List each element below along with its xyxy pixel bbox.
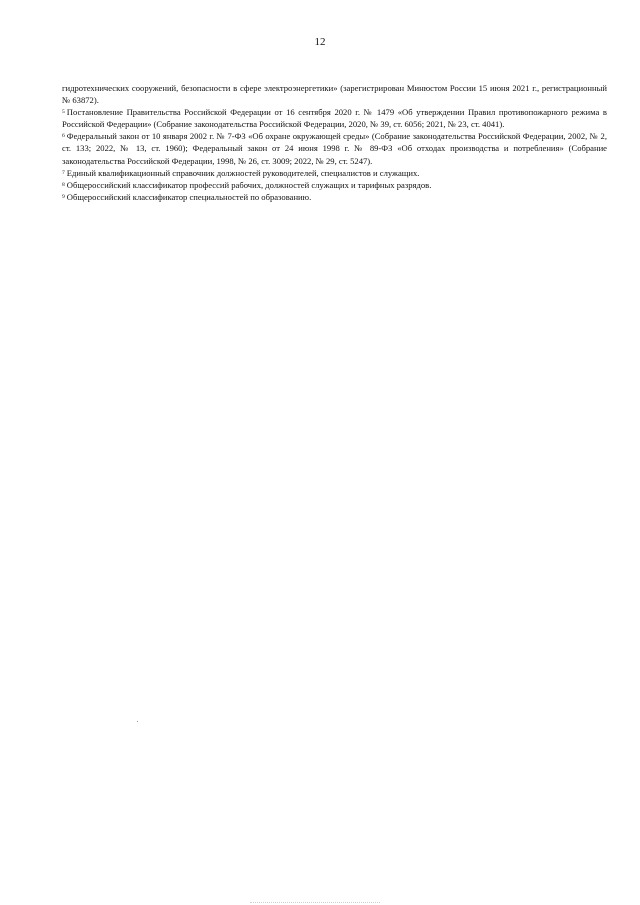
footnote-marker: 8 [62,181,65,188]
footnote-4-continuation [62,82,607,106]
footnote-text: Федеральный закон от 10 января 2002 г. № 7-ФЗ «Об охране окружающей среды» (Собрание законодательства Российской Федерации, 2002, № 2, ст. 133; 2022, № 13, ст. 1960); Федеральный закон от 24 июня 1998 г. № 89-ФЗ «Об отходах производства и потребления» (Собрание законодательства Российской Федерации, 1998, № 26, ст. 3009; 2022, № 29, ст. 5247). [62,131,607,166]
footnote-8 [62,179,607,191]
footnote-marker: 9 [62,193,65,200]
footnote-text: Общероссийский классификатор специальностей по образованию. [66,191,312,202]
scan-edge-line [250,902,380,903]
scan-speck [137,721,138,722]
footnote-7 [62,167,607,179]
footnote-marker: 6 [62,133,65,140]
footnote-marker: 7 [62,169,65,176]
footnote-text: Единый квалификационный справочник должностей руководителей, специалистов и служащих. [66,167,420,178]
page-number: 12 [314,36,326,48]
footnote-9 [62,191,607,203]
footnote-text: гидротехнических сооружений, безопасности в сфере электроэнергетики» (зарегистрирован Минюстом России 15 июня 2021 г., регистрационный № 63872). [62,83,607,106]
footnote-6 [62,130,607,166]
footnote-marker: 5 [62,109,65,116]
footnote-text: Постановление Правительства Российской Федерации от 16 сентября 2020 г. № 1479 «Об утверждении Правил противопожарного режима в Российской Федерации» (Собрание законодательства Российской Федерации, 2020, № 39, ст. 6056; 2021, № 23, ст. 4041). [62,107,607,130]
footnote-5 [62,106,607,130]
footnotes-block [62,82,607,203]
footnote-text: Общероссийский классификатор профессий рабочих, должностей служащих и тарифных разрядов. [66,179,432,190]
